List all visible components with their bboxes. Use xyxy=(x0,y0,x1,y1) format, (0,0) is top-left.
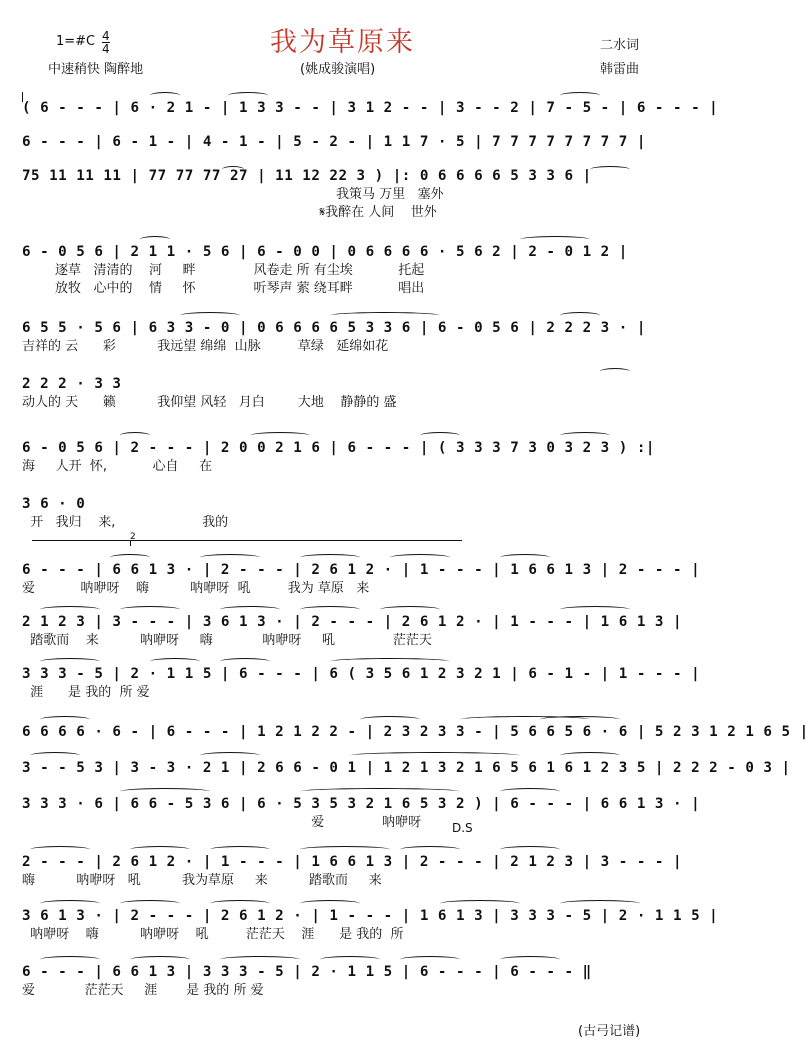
slur-arc xyxy=(330,658,450,665)
lyric-line: 逐草 清清的 河 畔 风卷走 所 有尘埃 托起 xyxy=(22,263,425,278)
lyricist-credit: 二水词 xyxy=(600,38,640,53)
slur-arc xyxy=(500,554,550,561)
score-system xyxy=(22,374,662,412)
notation-line: 3 - - 5 3 | 3 - 3 · 2 1 | 2 6 6 - 0 1 | 1 2 1 3 2 1 6 5 6 1 6 1 2 3 5 | 2 2 2 - 0 3 | xyxy=(22,760,791,776)
slur-arc xyxy=(40,606,100,613)
volta-label: 2 xyxy=(130,532,136,542)
slur-arc xyxy=(228,92,268,99)
notation-line: 6 - 0 5 6 | 2 - - - | 2 0 0 2 1 6 | 6 - - - | ( 3 3 3 7 3 0 3 2 3 ) :| xyxy=(22,440,655,456)
slur-arc xyxy=(130,846,190,853)
slur-arc xyxy=(220,658,270,665)
slur-arc xyxy=(390,554,450,561)
slur-arc xyxy=(320,956,380,963)
lyric-line: 动人的 天 籁 我仰望 风轻 月白 大地 静静的 盛 xyxy=(22,395,397,410)
notation-line: 3 6 1 3 · | 2 - - - | 2 6 1 2 · | 1 - - - | 1 6 1 3 | 3 3 3 - 5 | 2 · 1 1 5 | xyxy=(22,908,719,924)
slur-arc xyxy=(300,900,360,907)
slur-arc xyxy=(30,846,90,853)
slur-arc xyxy=(210,846,270,853)
slur-arc xyxy=(40,900,100,907)
notation-line: 75 11 11 11 | 77 77 77 27 | 11 12 22 3 ) |: 0 6 6 6 6 5 3 3 6 | xyxy=(22,168,592,184)
song-title: 我为草原来 xyxy=(270,27,415,58)
slur-arc xyxy=(120,432,150,439)
dal-segno-marking: D.S xyxy=(452,821,473,835)
slur-arc xyxy=(380,606,440,613)
slur-arc xyxy=(150,658,200,665)
slur-arc xyxy=(140,236,170,243)
score-system xyxy=(22,852,683,890)
slur-arc xyxy=(300,606,360,613)
slur-arc xyxy=(210,900,270,907)
lyric-line: 放牧 心中的 情 怀 听琴声 萦 绕耳畔 唱出 xyxy=(22,281,425,296)
slur-arc xyxy=(540,716,620,723)
slur-arc xyxy=(560,900,640,907)
lyric-line: 我策马 万里 塞外 xyxy=(22,187,444,202)
score-system xyxy=(22,758,791,778)
slur-arc xyxy=(130,956,190,963)
slur-arc xyxy=(360,716,420,723)
lyric-line: 涯 是 我的 所 爱 xyxy=(22,685,150,700)
lyric-line: 吉祥的 云 彩 我远望 绵绵 山脉 草绿 延绵如花 xyxy=(22,339,389,354)
score-system xyxy=(22,962,662,1000)
slur-arc xyxy=(300,554,360,561)
slur-arc xyxy=(120,788,210,795)
key-signature: 1=#C xyxy=(56,34,96,49)
lyric-line: 海 人开 怀, 心自 在 xyxy=(22,459,213,474)
score-system xyxy=(22,906,719,944)
notation-line: 3 3 3 · 6 | 6 6 - 5 3 6 | 6 · 5 3 5 3 2 1 6 5 3 2 ) | 6 - - - | 6 6 1 3 · | xyxy=(22,796,701,812)
slur-arc xyxy=(560,92,600,99)
score-system xyxy=(22,494,662,532)
score-system xyxy=(22,560,701,598)
slur-arc xyxy=(560,312,600,319)
notation-line: ( 6 - - - | 6 · 2 1 - | 1 3 3 - - | 3 1 2 - - | 3 - - 2 | 7 - 5 - | 6 - - - | xyxy=(22,100,719,116)
lyric-line: 开 我归 来, 我的 xyxy=(22,515,229,530)
volta-bracket xyxy=(32,540,462,541)
notation-line: 3 3 3 - 5 | 2 · 1 1 5 | 6 - - - | 6 ( 3 5 6 1 2 3 2 1 | 6 - 1 - | 1 - - - | xyxy=(22,666,701,682)
score-system xyxy=(22,794,701,832)
lyric-line: 呐咿呀 嗨 呐咿呀 吼 茫茫天 涯 是 我的 所 xyxy=(22,927,404,942)
notation-line: 3 6 · 0 xyxy=(22,496,86,512)
notation-line: 6 6 6 6 · 6 - | 6 - - - | 1 2 1 2 2 - | 2 3 2 3 3 - | 5 6 6 5 6 · 6 | 5 2 3 1 2 1 6 5 | xyxy=(22,724,809,740)
notation-line: 2 1 2 3 | 3 - - - | 3 6 1 3 · | 2 - - - | 2 6 1 2 · | 1 - - - | 1 6 1 3 | xyxy=(22,614,683,630)
score-system xyxy=(22,166,662,222)
slur-arc xyxy=(30,752,80,759)
slur-arc xyxy=(200,752,260,759)
slur-arc xyxy=(500,788,560,795)
slur-arc xyxy=(220,606,280,613)
slur-arc xyxy=(40,658,100,665)
slur-arc xyxy=(400,956,460,963)
slur-arc xyxy=(350,752,520,759)
score-system xyxy=(22,98,719,118)
slur-arc xyxy=(300,846,390,853)
slur-arc xyxy=(120,606,180,613)
slur-arc xyxy=(40,716,90,723)
slur-arc xyxy=(520,236,590,243)
slur-arc xyxy=(400,846,460,853)
slur-arc xyxy=(150,92,180,99)
slur-arc xyxy=(560,432,610,439)
notation-line: 6 - 0 5 6 | 2 1 1 · 5 6 | 6 - 0 0 | 0 6 6 6 6 · 5 6 2 | 2 - 0 1 2 | xyxy=(22,244,628,260)
score-system xyxy=(22,612,683,650)
lyric-line: 𝄋我醉在 人间 世外 xyxy=(22,205,437,220)
notation-line: 6 5 5 · 5 6 | 6 3 3 - 0 | 0 6 6 6 6 5 3 3 6 | 6 - 0 5 6 | 2 2 2 3 · | xyxy=(22,320,646,336)
slur-arc xyxy=(250,432,310,439)
slur-arc xyxy=(300,788,460,795)
transcriber-credit: (古弓记谱) xyxy=(578,1024,641,1039)
slur-arc xyxy=(110,554,150,561)
composer-credit: 韩雷曲 xyxy=(600,62,640,77)
score-system xyxy=(22,722,809,742)
slur-arc xyxy=(590,166,630,173)
notation-line: 2 2 2 · 3 3 xyxy=(22,376,122,392)
notation-line: 6 - - - | 6 - 1 - | 4 - 1 - | 5 - 2 - | 1 1 7 · 5 | 7 7 7 7 7 7 7 7 | xyxy=(22,134,646,150)
lyric-line: 爱 呐咿呀 xyxy=(22,815,422,830)
lyric-line: 爱 茫茫天 涯 是 我的 所 爱 xyxy=(22,983,264,998)
meter-top: 4 xyxy=(102,29,110,43)
slur-arc xyxy=(600,368,630,375)
lyric-line: 踏歌而 来 呐咿呀 嗨 呐咿呀 吼 茫茫天 xyxy=(22,633,432,648)
slur-arc xyxy=(330,312,440,319)
notation-line: 6 - - - | 6 6 1 3 | 3 3 3 - 5 | 2 · 1 1 5 | 6 - - - | 6 - - - ‖ xyxy=(22,964,592,980)
score-system xyxy=(22,242,662,298)
score-system xyxy=(22,318,662,356)
slur-arc xyxy=(220,956,300,963)
slur-arc xyxy=(420,432,460,439)
singer-credit: (姚成骏演唱) xyxy=(300,62,376,77)
slur-arc xyxy=(500,846,560,853)
score-system xyxy=(22,132,662,152)
slur-arc xyxy=(120,900,180,907)
score-system xyxy=(22,438,662,476)
time-signature xyxy=(102,30,110,55)
score-system xyxy=(22,664,701,702)
slur-arc xyxy=(222,166,244,173)
slur-arc xyxy=(40,956,100,963)
slur-arc xyxy=(560,752,620,759)
notation-line: 6 - - - | 6 6 1 3 · | 2 - - - | 2 6 1 2 · | 1 - - - | 1 6 6 1 3 | 2 - - - | xyxy=(22,562,701,578)
lyric-line: 爱 呐咿呀 嗨 呐咿呀 吼 我为 草原 来 xyxy=(22,581,370,596)
slur-arc xyxy=(180,312,240,319)
meter-bottom: 4 xyxy=(102,42,110,56)
slur-arc xyxy=(200,554,260,561)
slur-arc xyxy=(560,606,630,613)
slur-arc xyxy=(500,956,560,963)
notation-line: 2 - - - | 2 6 1 2 · | 1 - - - | 1 6 6 1 3 | 2 - - - | 2 1 2 3 | 3 - - - | xyxy=(22,854,683,870)
lyric-line: 嗨 呐咿呀 吼 我为草原 来 踏歌而 来 xyxy=(22,873,382,888)
tempo-marking: 中速稍快 陶醉地 xyxy=(48,62,144,77)
slur-arc xyxy=(440,900,520,907)
